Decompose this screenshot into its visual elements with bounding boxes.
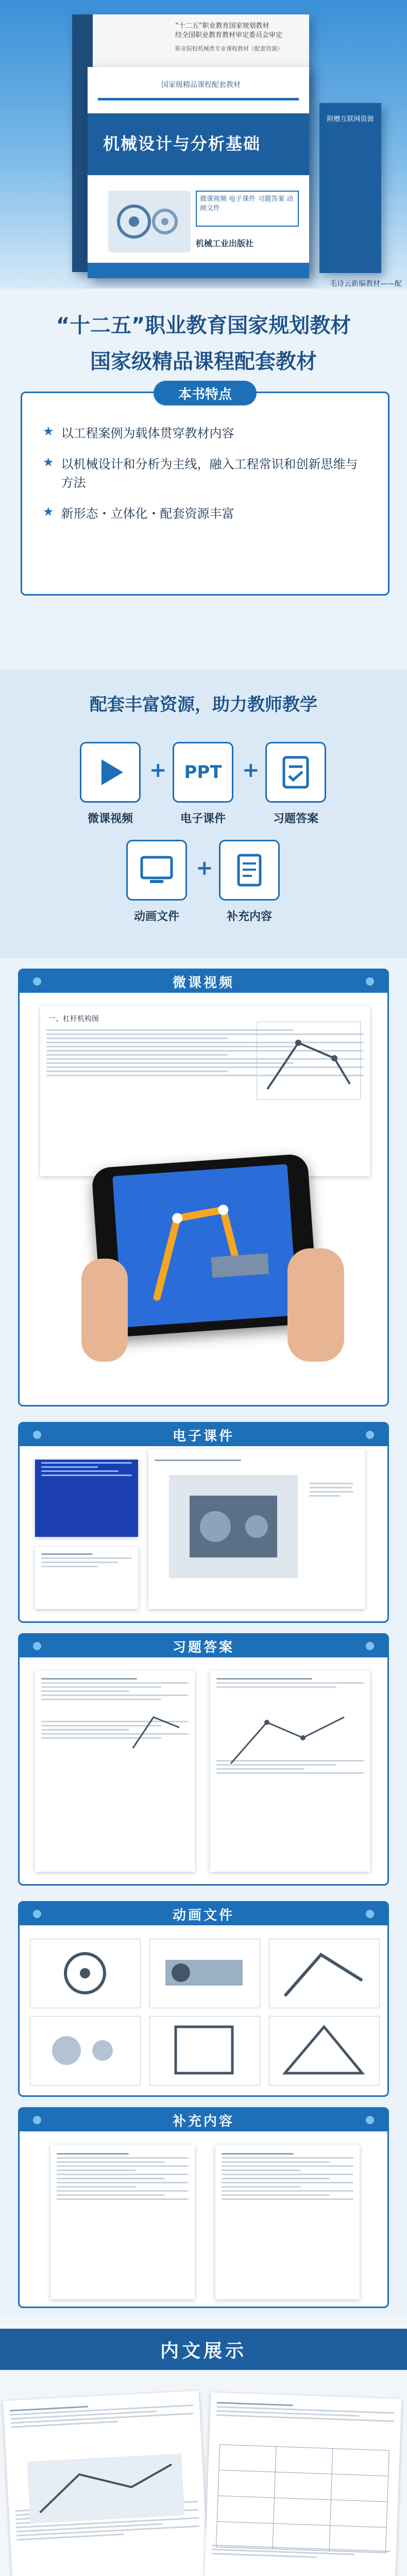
animation-thumb[interactable] <box>30 2016 141 2086</box>
animations-title: 动画文件 <box>20 1903 387 1925</box>
hand-left <box>81 1259 128 1362</box>
feature-item <box>43 455 367 492</box>
phone-screen <box>112 1164 298 1327</box>
book-front <box>88 67 309 278</box>
resource-label: 电子课件 <box>180 812 226 825</box>
cover-illustration <box>108 191 191 252</box>
hand-right <box>287 1248 344 1362</box>
inner-page <box>3 2391 213 2576</box>
cover-rule <box>98 98 299 100</box>
answer-page <box>210 1671 370 1872</box>
bullet-star-icon: ★ <box>43 424 54 438</box>
cover-subtitle: 国家级精品课程配套教材 <box>161 81 241 89</box>
plus-icon: + <box>196 856 213 880</box>
supplement-box <box>18 2107 389 2308</box>
intro-section <box>0 289 407 670</box>
plus-icon: + <box>242 758 260 782</box>
monitor-icon <box>126 840 187 901</box>
inner-section <box>0 2318 407 2576</box>
hero-section <box>0 0 407 289</box>
video-box <box>18 969 389 1406</box>
mechanism-figure <box>257 1022 361 1100</box>
ppt-text: PPT <box>184 762 222 783</box>
inner-heading: 内文展示 <box>160 2340 247 2362</box>
supplement-title: 补充内容 <box>20 2109 387 2131</box>
feature-text: 以工程案例为载体贯穿教材内容 <box>61 426 234 440</box>
slide-figure <box>169 1475 298 1578</box>
ppt-icon <box>173 742 233 803</box>
supplement-section <box>0 2102 407 2318</box>
animation-thumb[interactable] <box>149 1939 260 2008</box>
answer-page <box>35 1671 195 1872</box>
slides-box <box>18 1422 389 1623</box>
resources-section <box>0 670 407 958</box>
animations-box <box>18 1901 389 2097</box>
slide-large <box>148 1449 365 1609</box>
resources-heading: 配套丰富资源，助力教师教学 <box>90 694 317 715</box>
resource-label: 补充内容 <box>226 910 272 923</box>
feature-text: 以机械设计和分析为主线，融入工程常识和创新思维与方法 <box>61 457 358 490</box>
feature-text: 新形态・立体化・配套资源丰富 <box>61 506 234 521</box>
cover-bottom-band <box>88 263 309 278</box>
bullet-star-icon: ★ <box>43 455 54 469</box>
supplement-page <box>215 2145 360 2299</box>
headline-line2: 国家级精品课程配套教材 <box>90 350 317 374</box>
feature-item <box>43 424 367 443</box>
feature-item <box>43 504 367 523</box>
cover-title: 机械设计与分析基础 <box>103 134 261 154</box>
answer-figure <box>128 1707 184 1753</box>
play-icon <box>80 742 141 803</box>
animations-section <box>0 1896 407 2102</box>
video-title: 微课视频 <box>20 970 387 993</box>
answers-title: 习题答案 <box>20 1635 387 1657</box>
animation-thumb[interactable] <box>30 1939 141 2008</box>
supplement-page <box>50 2145 195 2299</box>
doc-heading: 一、杠杆机构图 <box>48 1015 99 1023</box>
cover-series: “十二五”职业教育国家规划教材 经全国职业教育教材审定委员会审定 <box>175 22 283 39</box>
plus-icon: + <box>149 758 167 782</box>
animation-thumb[interactable] <box>269 2016 380 2086</box>
answer-figure <box>221 1707 354 1769</box>
inner-heading-band <box>0 2329 407 2370</box>
answers-section <box>0 1628 407 1896</box>
headline-line1: “十二五”职业教育国家规划教材 <box>56 314 351 337</box>
cover-extra-box: 微课视频 电子课件 习题答案 动画文件 <box>196 191 299 227</box>
video-section <box>0 958 407 1417</box>
resource-label: 习题答案 <box>273 812 318 825</box>
cover-publisher: 机械工业出版社 <box>196 239 254 248</box>
resource-label: 微课视频 <box>87 812 133 825</box>
cover-caption: 毛诗云新编教材——配 <box>330 280 402 288</box>
document-icon <box>219 840 280 901</box>
cover-title-band <box>88 113 309 175</box>
inner-page <box>201 2393 402 2576</box>
features-card <box>21 386 389 596</box>
book-stack <box>319 103 381 273</box>
bullet-star-icon: ★ <box>43 504 54 519</box>
animation-thumb[interactable] <box>149 2016 260 2086</box>
resource-label: 动画文件 <box>133 910 179 923</box>
checklist-icon <box>265 742 326 803</box>
inner-table <box>216 2444 389 2553</box>
slides-title: 电子课件 <box>20 1423 387 1446</box>
slide-thumb <box>35 1460 138 1537</box>
inner-figure <box>27 2453 184 2523</box>
answers-box <box>18 1633 389 1886</box>
features-list <box>43 424 367 523</box>
slides-section <box>0 1417 407 1628</box>
animation-thumb[interactable] <box>269 1939 380 2008</box>
features-title: 本书特点 <box>154 381 257 405</box>
doc-page <box>40 1006 370 1176</box>
slide-text <box>303 1480 360 1499</box>
cover-label-right: 附赠互联网资源 <box>327 115 374 123</box>
cover-sub-meta: 职业院校机械类专业课程教材（配套资源） <box>175 45 283 52</box>
slide-thumb <box>35 1547 138 1609</box>
